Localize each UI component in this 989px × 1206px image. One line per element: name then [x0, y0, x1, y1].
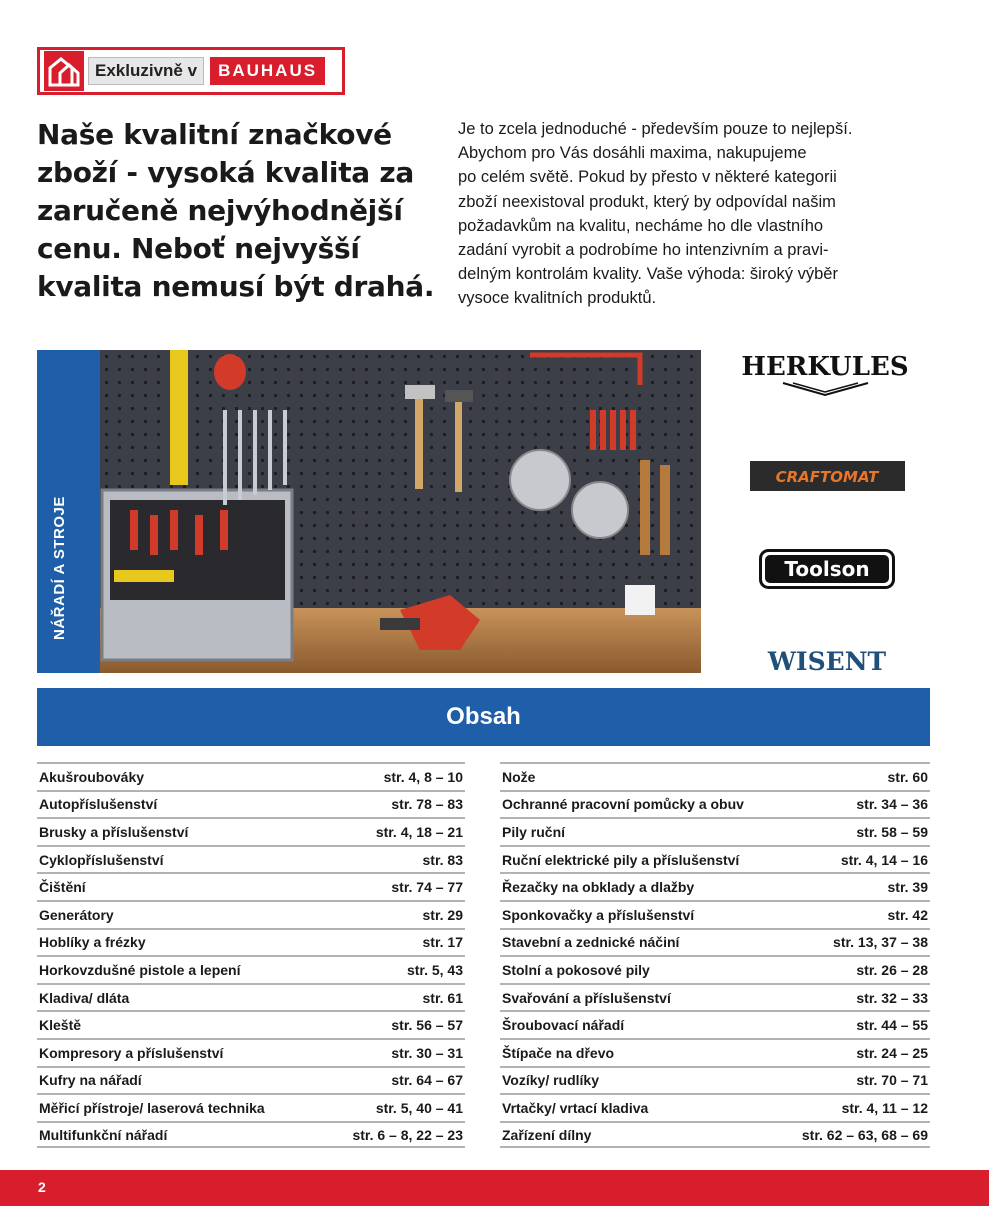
- toc-entry-name: Vrtačky/ vrtací kladiva: [502, 1099, 649, 1116]
- toc-entry-name: Čištění: [39, 879, 86, 896]
- toc-entry-name: Měřicí přístroje/ laserová technika: [39, 1099, 265, 1116]
- toc-entry-page: str. 44 – 55: [856, 1017, 928, 1034]
- intro-text: Je to zcela jednoduché - především pouze to nejlepší. Abychom pro Vás dosáhli maxima, nakupujeme po celém světě. Pokud by přesto v některé kategorii zboží neexistoval produkt, který by odpovídal našim požadavkům na kvalitu, necháme ho dle vlastního zadání vyrobit a podrobíme ho intenzivním a pravi- delným kontrolám kvality. Vaše výhoda: široký výběr vysoce kvalitních produktů.: [458, 120, 853, 308]
- toc-entry-name: Generátory: [39, 906, 114, 923]
- toc-entry-name: Brusky a příslušenství: [39, 823, 189, 840]
- toc-right-column: [500, 762, 930, 1148]
- tools-banner: [37, 350, 701, 673]
- wisent-logo: [749, 644, 907, 676]
- toc-entry-name: Sponkovačky a příslušenství: [502, 906, 695, 923]
- toc-entry-name: Kufry na nářadí: [39, 1072, 142, 1089]
- toc-row: [37, 1121, 465, 1149]
- toc-entry-name: Řezačky na obklady a dlažby: [502, 879, 695, 896]
- toc-entry-name: Šroubovací nářadí: [502, 1017, 625, 1034]
- toc-row: [37, 1093, 465, 1121]
- toc-row: [37, 928, 465, 956]
- toc-row: [500, 928, 930, 956]
- toolson-logo: [759, 549, 895, 589]
- toc-entry-name: Nože: [502, 768, 536, 785]
- toc-entry-name: Zařízení dílny: [502, 1126, 592, 1143]
- toc-entry-name: Hoblíky a frézky: [39, 934, 146, 951]
- toc-title: Obsah: [37, 688, 930, 746]
- exclusive-text: Exkluzivně v: [88, 57, 204, 85]
- toc-entry-page: str. 4, 11 – 12: [841, 1099, 928, 1116]
- toc-entry-page: str. 34 – 36: [856, 796, 928, 813]
- toc-entry-page: str. 5, 43: [406, 961, 463, 978]
- toc-entry-page: str. 70 – 71: [856, 1072, 928, 1089]
- toc-entry-name: Kompresory a příslušenství: [39, 1044, 224, 1061]
- toc-entry-page: str. 39: [887, 879, 928, 896]
- toc-entry-page: str. 30 – 31: [391, 1044, 463, 1061]
- bauhaus-brand: BAUHAUS: [210, 57, 325, 85]
- toc-entry-page: str. 4, 18 – 21: [375, 823, 463, 840]
- toc-row: [500, 900, 930, 928]
- toc-entry-page: str. 74 – 77: [391, 879, 463, 896]
- toc-row: [500, 762, 930, 790]
- toc-entry-page: str. 29: [422, 906, 463, 923]
- toc-entry-page: str. 60: [887, 768, 928, 785]
- toc-row: [37, 817, 465, 845]
- headline: Naše kvalitní značkové zboží - vysoká kvalita za zaručeně nejvýhodnější cenu. Neboť nejvyšší kvalita nemusí být drahá.: [37, 118, 435, 303]
- page-footer: [0, 1170, 989, 1206]
- toc-entry-page: str. 64 – 67: [391, 1072, 463, 1089]
- toc-entry-page: str. 32 – 33: [856, 989, 928, 1006]
- toc-row: [500, 983, 930, 1011]
- toc-row: [37, 900, 465, 928]
- toc-entry-name: Štípače na dřevo: [502, 1044, 615, 1061]
- toc-entry-name: Horkovzdušné pistole a lepení: [39, 961, 241, 978]
- toc-entry-page: str. 24 – 25: [856, 1044, 928, 1061]
- toc-entry-name: Multifunkční nářadí: [39, 1126, 168, 1143]
- herkules-logo: [741, 345, 909, 400]
- toc-row: [500, 817, 930, 845]
- toc-entry-page: str. 78 – 83: [391, 796, 463, 813]
- toc-entry-name: Ochranné pracovní pomůcky a obuv: [502, 796, 744, 813]
- toc-entry-name: Ruční elektrické pily a příslušenství: [502, 851, 740, 868]
- toc-row: [500, 1010, 930, 1038]
- toc-row: [37, 983, 465, 1011]
- toc-row: [37, 845, 465, 873]
- toc-left-column: [37, 762, 465, 1148]
- toc-entry-name: Stavební a zednické náčiní: [502, 934, 680, 951]
- toc-row: [500, 872, 930, 900]
- craftomat-logo-text: CRAFTOMAT: [775, 468, 879, 486]
- toc-entry-page: str. 42: [887, 906, 928, 923]
- toc-row: [500, 1066, 930, 1094]
- craftomat-logo: [750, 461, 905, 491]
- toc-entry-name: Stolní a pokosové pily: [502, 961, 650, 978]
- toc-entry-page: str. 58 – 59: [856, 823, 928, 840]
- exclusive-badge: [37, 47, 345, 95]
- toc-entry-name: Vozíky/ rudlíky: [502, 1072, 599, 1089]
- toc-entry-name: Kleště: [39, 1017, 82, 1034]
- toc-row: [37, 872, 465, 900]
- toc-row: [37, 1066, 465, 1094]
- toc-entry-page: str. 4, 14 – 16: [840, 851, 928, 868]
- toc-entry-page: str. 26 – 28: [856, 961, 928, 978]
- toc-row: [37, 762, 465, 790]
- toc-entry-name: Cyklopříslušenství: [39, 851, 164, 868]
- toc-row: [500, 790, 930, 818]
- workshop-tools-photo: [100, 350, 701, 673]
- wisent-logo-text: WISENT: [767, 647, 887, 676]
- page-number: 2: [38, 1179, 46, 1195]
- toc-row: [37, 1038, 465, 1066]
- toc-row: [500, 1038, 930, 1066]
- toc-entry-name: Autopříslušenství: [39, 796, 158, 813]
- toc-entry-page: str. 56 – 57: [391, 1017, 463, 1034]
- section-side-band: [37, 350, 100, 673]
- herkules-logo-text: HERKULES: [741, 352, 909, 382]
- toc-entry-name: Pily ruční: [502, 823, 566, 840]
- toc-entry-page: str. 5, 40 – 41: [375, 1099, 463, 1116]
- toc-row: [500, 1093, 930, 1121]
- toolson-logo-text: Toolson: [784, 557, 870, 581]
- toc-row: [500, 955, 930, 983]
- toc-entry-page: str. 62 – 63, 68 – 69: [801, 1126, 928, 1143]
- toc-entry-name: Kladiva/ dláta: [39, 989, 130, 1006]
- bauhaus-house-icon: [44, 51, 84, 91]
- toc-row: [500, 1121, 930, 1149]
- toc-entry-page: str. 17: [422, 934, 463, 951]
- toc-row: [37, 1010, 465, 1038]
- toc-entry-page: str. 83: [422, 851, 463, 868]
- toc-row: [500, 845, 930, 873]
- toc-entry-page: str. 13, 37 – 38: [833, 934, 928, 951]
- toc-entry-name: Svařování a příslušenství: [502, 989, 671, 1006]
- section-label: NÁŘADÍ A STROJE: [51, 496, 68, 640]
- toc-entry-page: str. 6 – 8, 22 – 23: [352, 1126, 463, 1143]
- toc-entry-page: str. 61: [422, 989, 463, 1006]
- toc-row: [37, 790, 465, 818]
- toc-row: [37, 955, 465, 983]
- toc-entry-name: Akušroubováky: [39, 768, 145, 785]
- toc-entry-page: str. 4, 8 – 10: [383, 768, 463, 785]
